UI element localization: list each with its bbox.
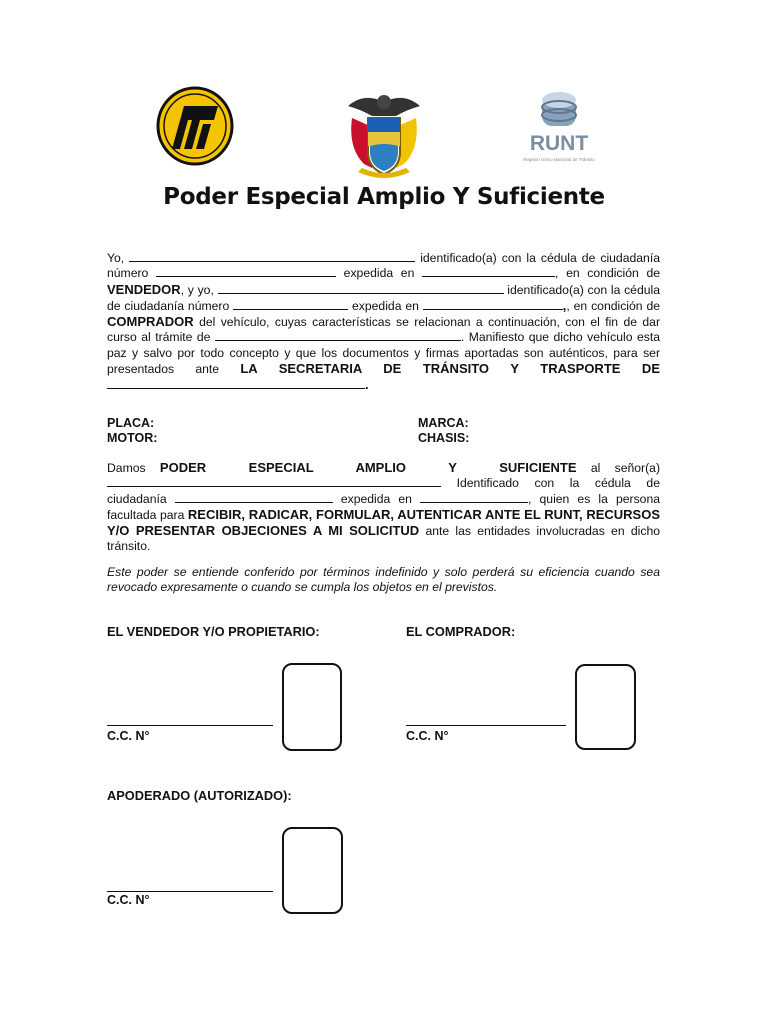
grant-text: Identificado con la cédula de ciudadanía [107, 476, 660, 506]
intro-text: identificado(a) con la cédula de ciudadanía número [107, 282, 661, 313]
coat-of-arms-logo [344, 88, 424, 182]
grant-text: expedida en [340, 491, 412, 506]
grant-powers-list: RECIBIR, RADICAR, FORMULAR, AUTENTICAR ANTE EL RUNT, RECURSOS Y/O PRESENTAR OBJECIONES A MI SOLICITUD [107, 506, 660, 539]
buyer-signature-line[interactable] [406, 725, 566, 726]
procedure-field[interactable] [215, 330, 461, 341]
logo-bar [0, 86, 768, 184]
intro-text: expedida en [343, 266, 415, 281]
marca-label: MARCA: [418, 416, 469, 430]
seller-role-label: VENDEDOR [107, 281, 181, 297]
attorney-cc-label: C.C. N° [107, 893, 150, 907]
document-title: Poder Especial Amplio Y Suficiente [163, 184, 605, 210]
intro-text: . Manifiesto que dicho vehículo esta paz y salvo por todo concepto y que los documentos y firmas aportadas son auténticos, para ser presentados ante [107, 330, 660, 377]
intro-paragraph: Yo, identificado(a) con la cédula de ciudadanía número expedida en , en condición de VENDEDOR, y yo, identificado(a) con la cédula de ciudadanía número expedida en ,, en condición de COMPRADOR del vehículo, cuyas características se relacionan a continuación, con el fin de dar curso al trámite de . Manifiesto que dicho vehículo esta paz y salvo por todo concepto y que los documentos y firmas aportadas son auténticos, para ser presentados ante LA SECRETARIA DE TRÁNSITO Y TRASPORTE DE . [107, 251, 661, 393]
mt-logo [156, 86, 234, 166]
buyer-signature-heading: EL COMPRADOR: [406, 624, 516, 639]
attorney-fingerprint-box[interactable] [282, 827, 343, 914]
seller-name-field[interactable] [129, 251, 415, 262]
attorney-name-field[interactable] [107, 476, 441, 487]
intro-text: , y yo, [180, 282, 214, 297]
attorney-signature-heading: APODERADO (AUTORIZADO): [107, 788, 292, 803]
chasis-label: CHASIS: [418, 431, 470, 445]
placa-label: PLACA: [107, 416, 155, 430]
runt-tagline: Registro Único Nacional de Tránsito [523, 157, 595, 162]
buyer-fingerprint-box[interactable] [575, 664, 636, 750]
attorney-id-place-field[interactable] [420, 492, 528, 503]
attorney-id-field[interactable] [175, 492, 333, 503]
seller-signature-line[interactable] [107, 725, 273, 726]
intro-text: , en condición de [555, 266, 661, 281]
validity-note: Este poder se entiende conferido por términos indefinido y solo perderá su eficiencia cuando sea revocado expresamente o cuando se cumpla los objetos en el previstos. [107, 565, 660, 595]
buyer-cc-label: C.C. N° [406, 729, 449, 743]
intro-text: expedida en [352, 298, 419, 313]
motor-label: MOTOR: [107, 431, 158, 445]
seller-id-place-field[interactable] [422, 266, 555, 277]
seller-cc-label: C.C. N° [107, 729, 150, 743]
buyer-id-place-field[interactable] [423, 299, 563, 310]
intro-text: , en condición de [566, 298, 660, 313]
buyer-role-label: COMPRADOR [107, 314, 194, 330]
seller-signature-heading: EL VENDEDOR Y/O PROPIETARIO: [107, 624, 320, 639]
authority-field[interactable] [107, 378, 365, 389]
intro-text: del vehículo, cuyas características se relacionan a continuación, con el fin de dar curso al trámite de [107, 315, 660, 345]
intro-text: Yo, [107, 251, 125, 265]
grant-text: al señor(a) [590, 461, 661, 475]
grant-power-label: PODER ESPECIAL AMPLIO Y SUFICIENTE [159, 460, 577, 475]
grant-text: Damos [107, 461, 146, 475]
grant-text: , quien es la persona facultada para [107, 491, 661, 522]
attorney-signature-line[interactable] [107, 891, 273, 892]
runt-logo [512, 88, 606, 168]
seller-id-field[interactable] [156, 266, 336, 277]
seller-fingerprint-box[interactable] [282, 663, 342, 751]
intro-text: identificado(a) con la cédula de ciudadanía número [107, 251, 660, 281]
buyer-id-field[interactable] [233, 299, 348, 310]
authority-label: LA SECRETARIA DE TRÁNSITO Y TRASPORTE DE [240, 361, 660, 377]
runt-logo-text: RUNT [529, 132, 589, 155]
grant-text: ante las entidades involucradas en dicho tránsito. [107, 524, 661, 554]
buyer-name-field[interactable] [218, 283, 504, 294]
grant-paragraph [107, 460, 660, 555]
